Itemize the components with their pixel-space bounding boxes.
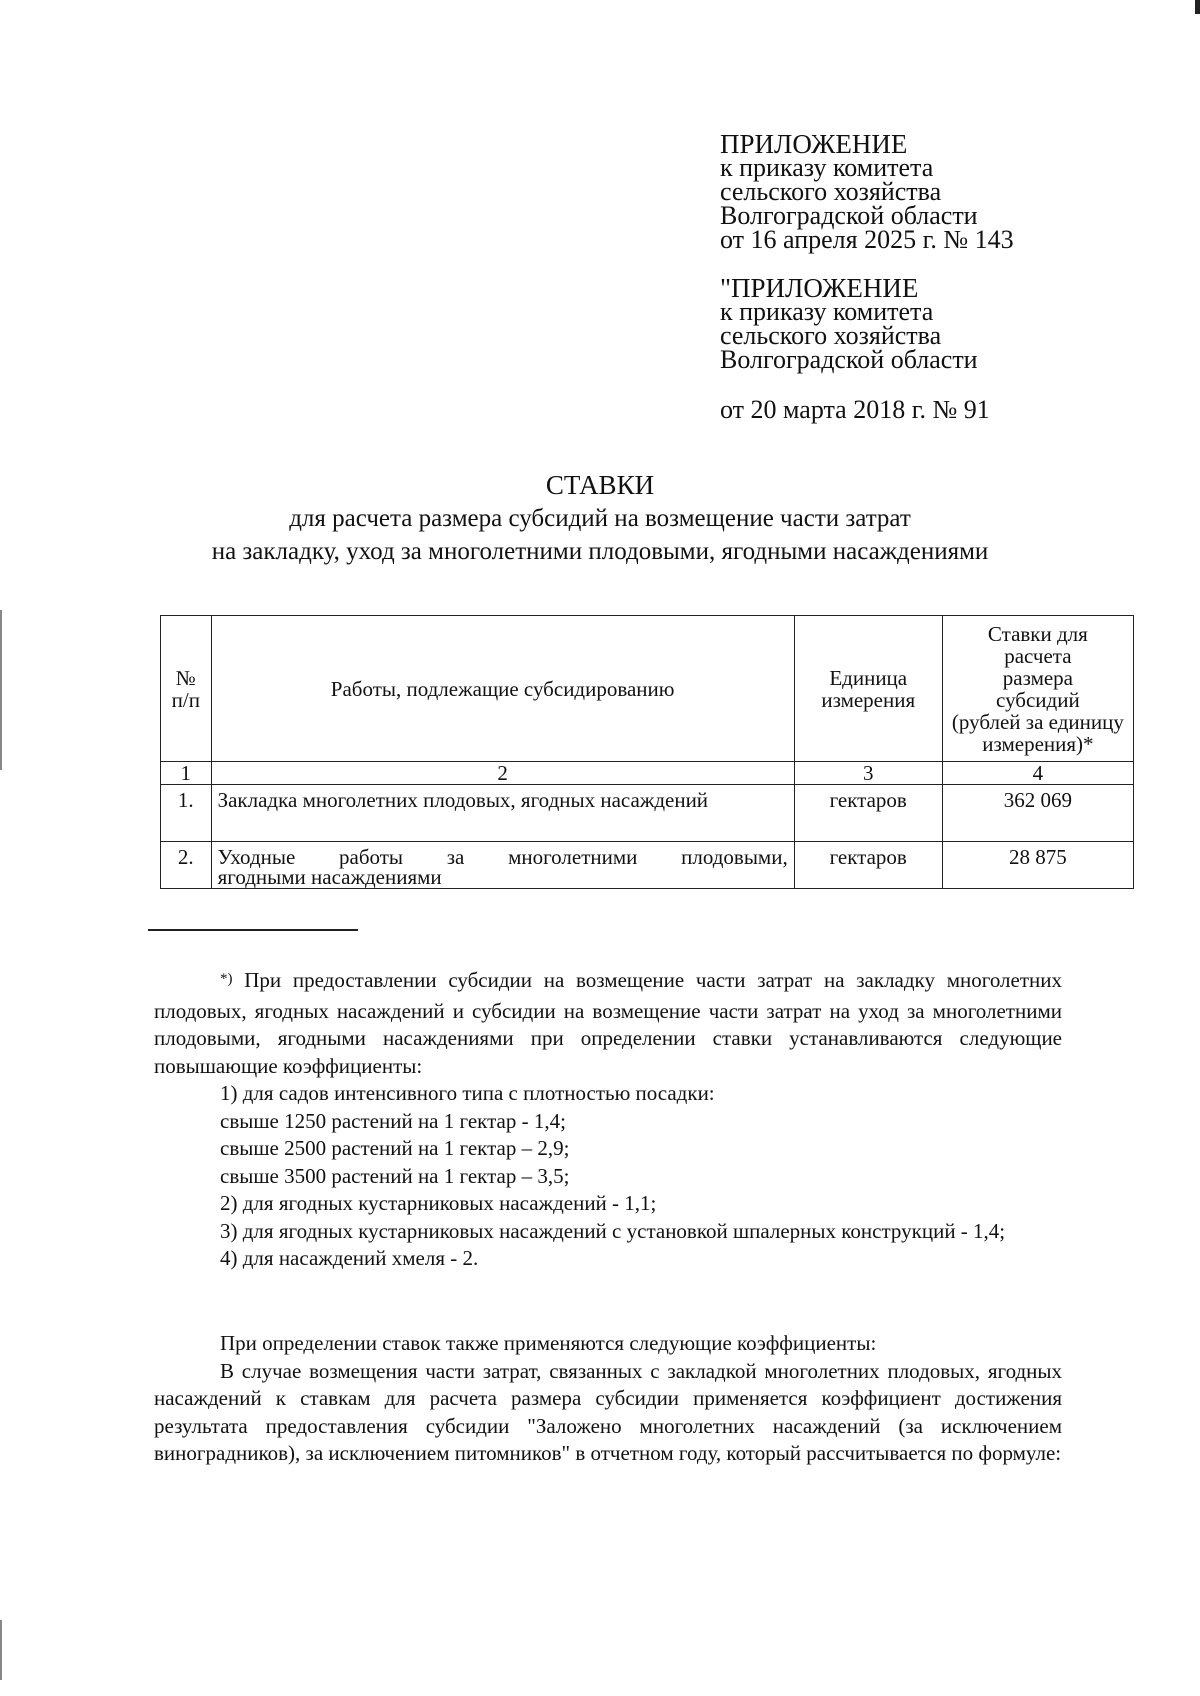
- column-number: 1: [161, 762, 212, 785]
- footnote-item: свыше 2500 растений на 1 гектар – 2,9;: [220, 1136, 570, 1160]
- document-subtitle: для расчета размера субсидий на возмещение части затрат: [289, 505, 911, 532]
- appendix-date: от 16 апреля 2025 г. № 143: [720, 225, 1014, 254]
- appendix-line: сельского хозяйства: [720, 321, 942, 350]
- footnote-item: свыше 3500 растений на 1 гектар – 3,5;: [220, 1163, 570, 1188]
- footnote-item: 3) для ягодных кустарниковых насаждений с установкой шпалерных конструкций - 1,4;: [220, 1218, 1006, 1243]
- row-work-line: ягодными насаждениями: [217, 865, 442, 889]
- footnote-item: 2) для ягодных кустарниковых насаждений - 1,1;: [220, 1191, 657, 1215]
- appendix-line: к приказу комитета: [720, 153, 934, 182]
- scan-edge-mark: [1195, 0, 1200, 14]
- appendix-line: Волгоградской области: [720, 345, 978, 374]
- rates-table: [160, 615, 1134, 889]
- table-row: [161, 785, 1134, 842]
- coefficients-intro: При определении ставок также применяются следующие коэффициенты:: [220, 1331, 877, 1355]
- header-unit: Единица измерения: [794, 616, 942, 762]
- table-header-row: [161, 616, 1134, 762]
- row-unit: гектаров: [794, 785, 942, 842]
- row-work-line: Уходные работы за многолетними плодовыми,: [217, 845, 788, 869]
- document-subtitle: на закладку, уход за многолетними плодовыми, ягодными насаждениями: [211, 538, 989, 565]
- row-work: [211, 842, 794, 889]
- column-number-row: [161, 762, 1134, 785]
- header-work: Работы, подлежащие субсидированию: [211, 616, 794, 762]
- footnote-marker: *): [220, 971, 233, 987]
- header-rate: Ставки для расчета размера субсидий (рублей за единицу измерения)*: [942, 616, 1133, 762]
- appendix-line: Волгоградской области: [720, 201, 978, 230]
- appendix-header-current: [720, 129, 1160, 254]
- scan-margin-mark: [0, 1620, 2, 1680]
- coefficients-section: [154, 1330, 1062, 1468]
- column-number: 3: [794, 762, 942, 785]
- header-num: № п/п: [161, 616, 212, 762]
- appendix-date: от 20 марта 2018 г. № 91: [720, 395, 990, 424]
- appendix-heading: ПРИЛОЖЕНИЕ: [720, 129, 908, 159]
- row-rate: 362 069: [942, 785, 1133, 842]
- appendix-line: к приказу комитета: [720, 297, 934, 326]
- row-num: 1.: [161, 785, 212, 842]
- footnote-item: 1) для садов интенсивного типа с плотностью посадки:: [220, 1081, 715, 1105]
- column-number: 4: [942, 762, 1133, 785]
- scan-margin-mark: [0, 610, 2, 770]
- column-number: 2: [211, 762, 794, 785]
- appendix-line: сельского хозяйства: [720, 177, 942, 206]
- footnote-item: свыше 1250 растений на 1 гектар - 1,4;: [220, 1108, 566, 1133]
- row-unit: гектаров: [794, 842, 942, 889]
- row-num: 2.: [161, 842, 212, 889]
- coefficients-paragraph: В случае возмещения части затрат, связанных с закладкой многолетних плодовых, ягодных насаждений к ставкам для расчета размера субсидии применяется коэффициент достижения результата предоставления субсидии "Заложено многолетних насаждений (за исключением виноградников), за исключением питомников" в отчетном году, который рассчитывается по формуле:: [154, 1358, 1062, 1465]
- footnote-separator: [148, 929, 358, 931]
- row-rate: 28 875: [942, 842, 1133, 889]
- table-row: [161, 842, 1134, 889]
- document-title: СТАВКИ: [545, 470, 655, 500]
- appendix-heading: "ПРИЛОЖЕНИЕ: [720, 273, 919, 303]
- footnote: [154, 967, 1062, 1273]
- footnote-item: 4) для насаждений хмеля - 2.: [220, 1246, 479, 1270]
- footnote-intro: *) При предоставлении субсидии на возмещение части затрат на закладку многолетних плодовых, ягодных насаждений и субсидии на возмещение части затрат на уход за многолетними плодовыми, ягодными насаждениями при определении ставки устанавливаются следующие повышающие коэффициенты:: [154, 968, 1062, 1078]
- row-work: Закладка многолетних плодовых, ягодных насаждений: [211, 785, 794, 842]
- appendix-header-original: [720, 273, 1160, 374]
